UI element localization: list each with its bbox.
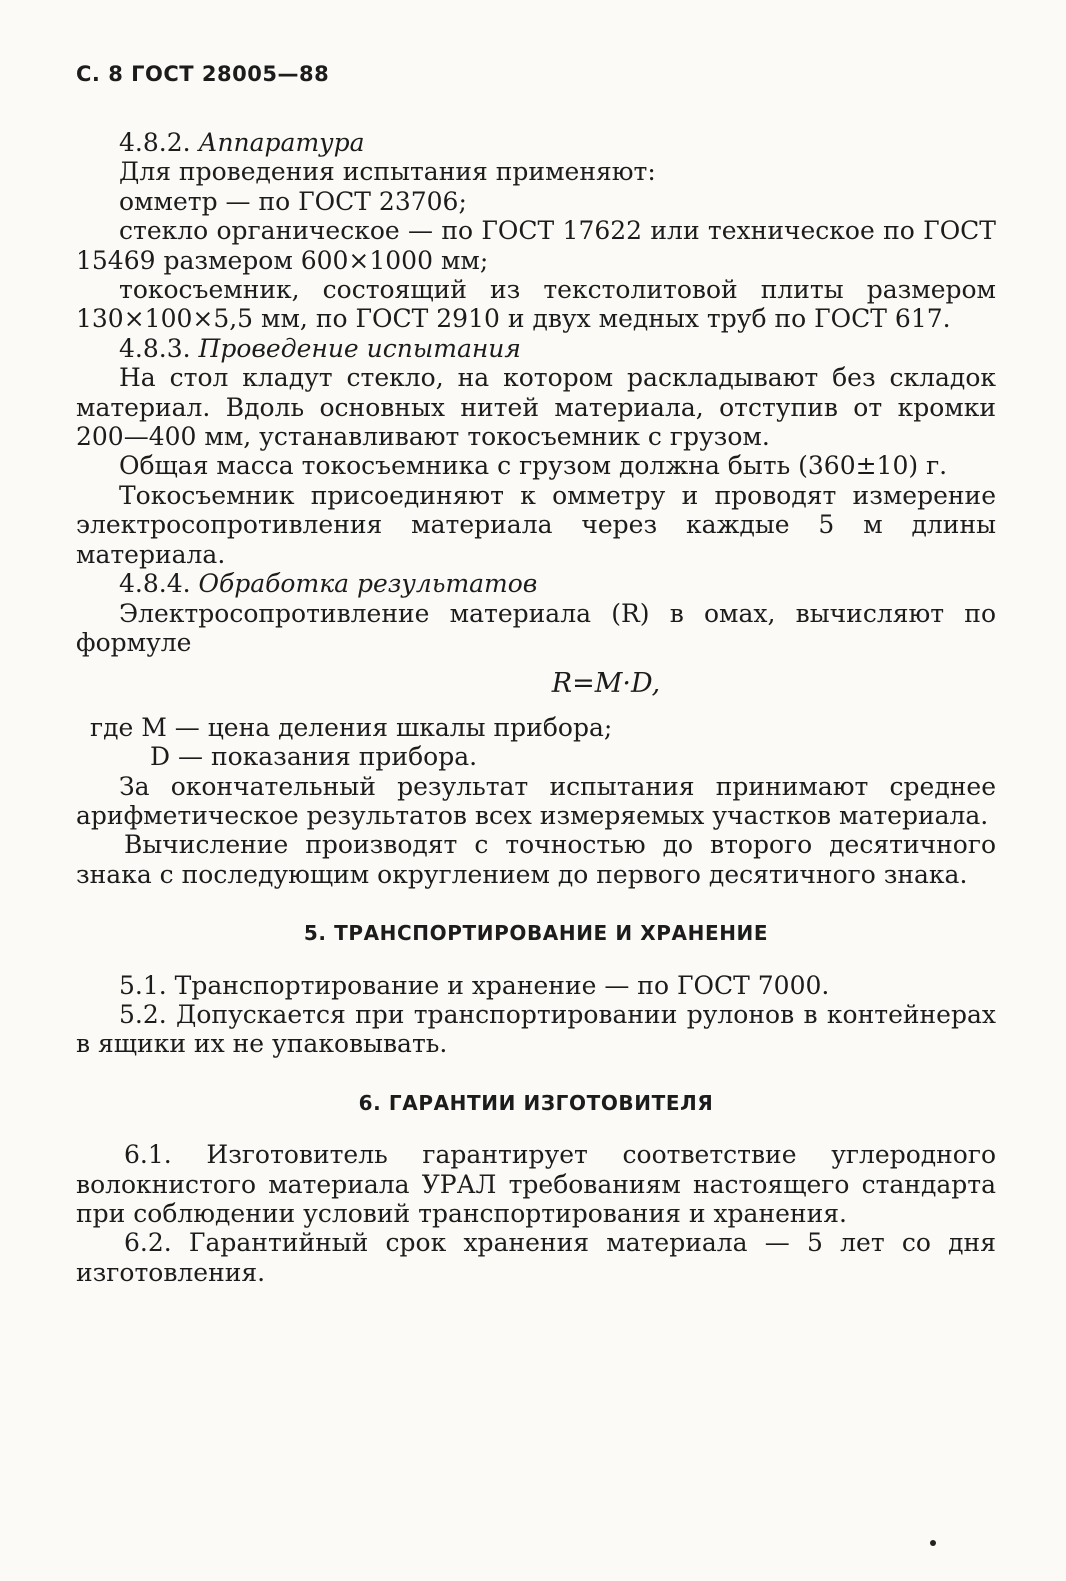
clause-title: Проведение испытания	[198, 333, 521, 363]
paragraph: Электросопротивление материала (R) в омах, вычисляют по формуле	[76, 598, 996, 657]
paragraph: За окончательный результат испытания принимают среднее арифметическое результатов всех измеряемых участков материала.	[76, 771, 996, 830]
paragraph: На стол кладут стекло, на котором раскладывают без складок материал. Вдоль основных нитей материала, отступив от кромки 200—400 мм, устанавливают токосъемник с грузом.	[76, 363, 996, 452]
paragraph: 6.1. Изготовитель гарантирует соответствие углеродного волокнистого материала УРАЛ требованиям настоящего стандарта при соблюдении условий транспортирования и хранения.	[76, 1140, 996, 1228]
list-item: омметр — по ГОСТ 23706;	[119, 186, 467, 216]
page-header: С. 8 ГОСТ 28005—88	[76, 62, 330, 86]
paragraph: 6.2. Гарантийный срок хранения материала — 5 лет со дня изготовления.	[76, 1228, 996, 1287]
section-6-title: 6. ГАРАНТИИ ИЗГОТОВИТЕЛЯ	[358, 1090, 714, 1115]
paragraph: Для проведения испытания применяют:	[119, 157, 656, 187]
formula-legend-m: где M — цена деления шкалы прибора;	[90, 712, 613, 742]
paragraph: Общая масса токосъемника с грузом должна быть (360±10) г.	[119, 451, 948, 481]
clause-4-8-4-heading	[76, 569, 996, 598]
page-content	[76, 128, 996, 1287]
list-item: стекло органическое — по ГОСТ 17622 или техническое по ГОСТ 15469 размером 600×1000 мм;	[76, 216, 996, 275]
clause-title: Аппаратура	[198, 128, 365, 157]
paragraph: Вычисление производят с точностью до второго десятичного знака с последующим округлением до первого десятичного знака.	[76, 830, 996, 889]
formula-legend-d: D — показания прибора.	[150, 742, 478, 772]
paragraph: 5.1. Транспортирование и хранение — по ГОСТ 7000.	[119, 970, 830, 1000]
clause-title: Обработка результатов	[198, 569, 538, 599]
clause-number: 4.8.4.	[119, 569, 191, 599]
section-5-title: 5. ТРАНСПОРТИРОВАНИЕ И ХРАНЕНИЕ	[303, 921, 769, 946]
clause-4-8-3-heading	[76, 334, 996, 363]
clause-number: 4.8.3.	[119, 333, 191, 363]
list-item: токосъемник, состоящий из текстолитовой плиты размером 130×100×5,5 мм, по ГОСТ 2910 и двух медных труб по ГОСТ 617.	[76, 275, 996, 334]
clause-4-8-2-heading	[76, 128, 996, 157]
scan-speck	[930, 1540, 936, 1546]
paragraph: Токосъемник присоединяют к омметру и проводят измерение электросопротивления материала через каждые 5 м длины материала.	[76, 480, 996, 569]
clause-number: 4.8.2.	[119, 128, 191, 157]
formula: R=M·D,	[551, 668, 661, 700]
paragraph: 5.2. Допускается при транспортировании рулонов в контейнерах в ящики их не упаковывать.	[76, 999, 996, 1059]
